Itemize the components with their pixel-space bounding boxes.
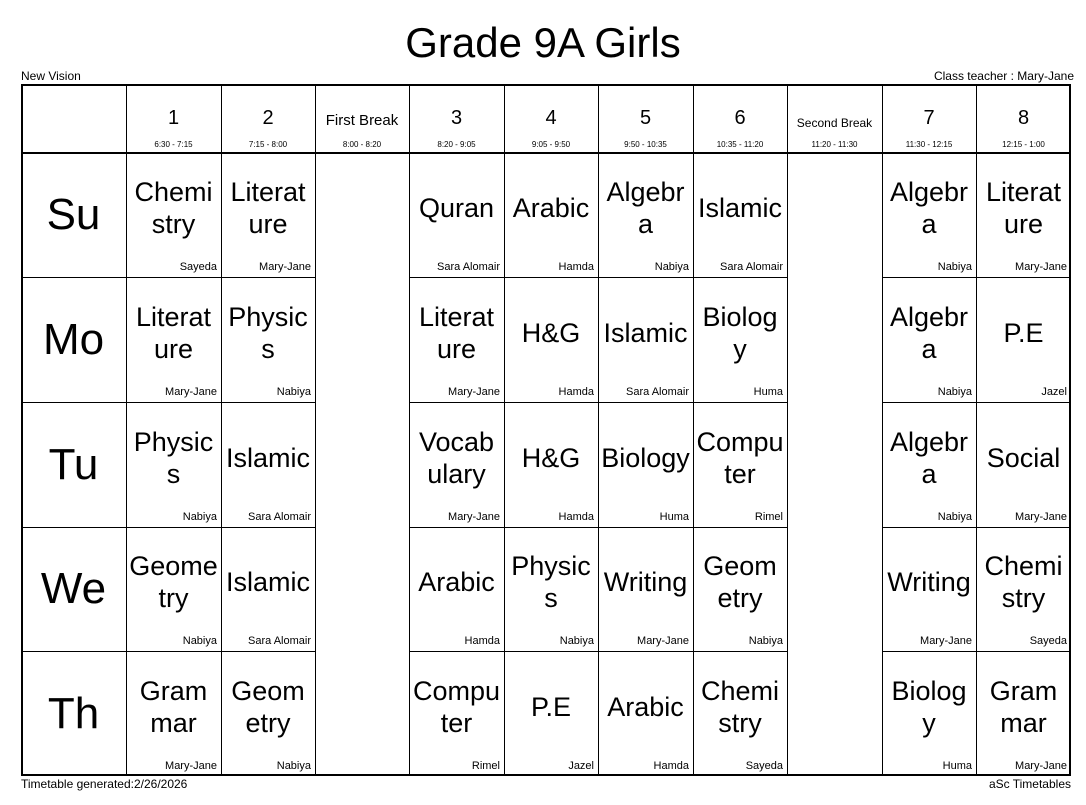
lesson-subject-text: Arabic: [512, 192, 590, 223]
period-time: 8:20 - 9:05: [437, 140, 476, 149]
lesson-cell[interactable]: [221, 402, 315, 527]
lesson-cell[interactable]: [693, 277, 787, 402]
lesson-subject: [221, 406, 315, 509]
lesson-subject: [882, 406, 976, 509]
grid-hline: [409, 402, 787, 403]
lesson-subject: [693, 406, 787, 509]
lesson-teacher: Sayeda: [1029, 635, 1067, 647]
lesson-teacher: Rimel: [754, 511, 783, 523]
lesson-cell[interactable]: [598, 277, 693, 402]
lesson-teacher: Mary-Jane: [637, 635, 689, 647]
lesson-subject: [598, 281, 693, 384]
lesson-cell[interactable]: [221, 651, 315, 776]
lesson-cell[interactable]: [598, 402, 693, 527]
lesson-subject-text: Social: [986, 442, 1061, 473]
lesson-teacher: Mary-Jane: [448, 386, 500, 398]
lesson-subject: [221, 281, 315, 384]
lesson-subject-text: Computer: [696, 426, 784, 489]
lesson-cell[interactable]: [693, 152, 787, 277]
period-header: [882, 84, 976, 152]
period-header: [315, 84, 409, 152]
lesson-subject-text: Islamic: [603, 317, 688, 348]
period-header: [221, 84, 315, 152]
lesson-cell[interactable]: [504, 152, 598, 277]
period-time: 11:20 - 11:30: [811, 140, 858, 149]
period-label: 8: [1017, 107, 1030, 129]
lesson-subject-text: Grammar: [139, 675, 208, 738]
period-label: First Break: [325, 112, 399, 129]
lesson-subject: [976, 156, 1071, 259]
lesson-subject-text: Physics: [133, 426, 214, 489]
period-header: [787, 84, 882, 152]
lesson-subject-text: Computer: [412, 675, 501, 738]
timetable-grid: [21, 84, 1071, 776]
period-time: 11:30 - 12:15: [905, 140, 953, 149]
grid-hline: [882, 402, 1071, 403]
lesson-teacher: Hamda: [558, 386, 594, 398]
period-header: [504, 84, 598, 152]
lesson-subject-text: Algebra: [889, 176, 969, 239]
lesson-subject: [693, 531, 787, 633]
lesson-subject: [126, 156, 221, 259]
lesson-cell[interactable]: [598, 651, 693, 776]
lesson-subject: [598, 406, 693, 509]
lesson-cell[interactable]: [504, 651, 598, 776]
lesson-subject-text: Islamic: [225, 567, 310, 597]
lesson-subject-text: Biology: [702, 301, 778, 364]
lesson-subject: [221, 655, 315, 758]
lesson-subject-text: Literature: [985, 176, 1062, 239]
lesson-teacher: Sayeda: [179, 261, 217, 273]
lesson-teacher: Sara Alomair: [626, 386, 689, 398]
lesson-subject-text: Literature: [418, 301, 495, 364]
lesson-subject: [409, 281, 504, 384]
lesson-teacher: Mary-Jane: [1015, 511, 1067, 523]
period-header: [693, 84, 787, 152]
lesson-subject-text: Grammar: [989, 675, 1058, 738]
grid-vline: [126, 84, 127, 776]
lesson-cell[interactable]: [882, 152, 976, 277]
period-label: 4: [545, 107, 557, 129]
lesson-subject: [976, 406, 1071, 509]
grid-hline: [21, 527, 315, 528]
lesson-subject: [598, 156, 693, 259]
lesson-subject-text: Chemistry: [700, 675, 780, 738]
grid-vline: [787, 84, 788, 776]
grid-hline: [882, 277, 1071, 278]
lesson-cell[interactable]: [126, 402, 221, 527]
period-label: 6: [734, 107, 746, 129]
grid-hline: [21, 402, 315, 403]
grid-vline: [315, 84, 316, 776]
period-time: 9:50 - 10:35: [624, 140, 667, 149]
lesson-subject-text: Algebra: [889, 301, 969, 364]
grid-vline: [504, 84, 505, 776]
lesson-teacher: Huma: [753, 386, 783, 398]
lesson-cell[interactable]: [126, 277, 221, 402]
lesson-teacher: Mary-Jane: [920, 635, 972, 647]
grid-hline: [409, 651, 787, 652]
lesson-teacher: Mary-Jane: [1015, 760, 1067, 772]
lesson-subject-text: Literature: [135, 301, 212, 364]
lesson-teacher: Hamda: [558, 261, 594, 273]
lesson-teacher: Mary-Jane: [165, 760, 217, 772]
lesson-subject: [882, 655, 976, 758]
lesson-subject: [976, 655, 1071, 758]
lesson-subject: [693, 281, 787, 384]
lesson-subject-text: Writing: [603, 567, 688, 597]
lesson-teacher: Jazel: [1041, 386, 1067, 398]
lesson-subject: [693, 156, 787, 259]
period-time: 9:05 - 9:50: [531, 140, 571, 149]
lesson-cell[interactable]: [409, 152, 504, 277]
lesson-teacher: Nabiya: [937, 511, 972, 523]
lesson-subject-text: Physics: [228, 301, 308, 364]
lesson-teacher: Mary-Jane: [1015, 261, 1067, 273]
lesson-subject-text: Arabic: [607, 691, 684, 722]
lesson-subject: [126, 281, 221, 384]
lesson-subject-text: H&G: [521, 317, 581, 348]
period-header: [126, 84, 221, 152]
day-label: Su: [46, 189, 101, 239]
lesson-subject-text: Writing: [887, 567, 971, 597]
lesson-subject: [882, 281, 976, 384]
lesson-teacher: Jazel: [568, 760, 594, 772]
timetable-title: Grade 9A Girls: [405, 19, 681, 66]
lesson-subject: [409, 406, 504, 509]
lesson-teacher: Hamda: [558, 511, 594, 523]
lesson-subject-text: P.E: [1003, 317, 1044, 348]
lesson-teacher: Nabiya: [182, 635, 217, 647]
lesson-subject-text: Chemistry: [984, 551, 1063, 613]
lesson-subject-text: Arabic: [418, 567, 495, 597]
period-time: 7:15 - 8:00: [248, 140, 288, 149]
lesson-teacher: Sara Alomair: [248, 635, 311, 647]
period-time: 6:30 - 7:15: [154, 140, 193, 149]
lesson-cell[interactable]: [693, 402, 787, 527]
lesson-teacher: Nabiya: [182, 511, 217, 523]
period-header: [598, 84, 693, 152]
lesson-cell[interactable]: [598, 527, 693, 651]
lesson-subject: [504, 531, 598, 633]
generated-date: Timetable generated:2/26/2026: [21, 777, 188, 791]
lesson-cell[interactable]: [504, 402, 598, 527]
lesson-cell[interactable]: [126, 152, 221, 277]
grid-hline: [21, 277, 315, 278]
period-label: 2: [262, 107, 274, 129]
lesson-subject-text: Geometry: [703, 551, 777, 613]
lesson-cell[interactable]: [693, 527, 787, 651]
lesson-teacher: Nabiya: [748, 635, 783, 647]
lesson-teacher: Hamda: [653, 760, 689, 772]
lesson-cell[interactable]: [409, 651, 504, 776]
period-time: 8:00 - 8:20: [342, 140, 382, 149]
lesson-subject-text: Quran: [418, 192, 495, 223]
lesson-subject: [409, 156, 504, 259]
lesson-cell[interactable]: [882, 277, 976, 402]
lesson-teacher: Nabiya: [937, 261, 972, 273]
day-label: We: [40, 564, 107, 613]
lesson-cell[interactable]: [221, 277, 315, 402]
lesson-subject: [126, 655, 221, 758]
lesson-teacher: Nabiya: [559, 635, 594, 647]
lesson-teacher: Rimel: [471, 760, 500, 772]
grid-vline: [882, 84, 883, 776]
grid-hline: [409, 527, 787, 528]
day-label: Mo: [42, 314, 105, 364]
lesson-subject: [504, 406, 598, 509]
school-name: New Vision: [21, 69, 81, 83]
lesson-subject: [409, 655, 504, 758]
lesson-teacher: Nabiya: [654, 261, 689, 273]
lesson-subject-text: Chemistry: [134, 176, 213, 239]
brand-credit: aSc Timetables: [988, 777, 1071, 791]
lesson-cell[interactable]: [221, 152, 315, 277]
lesson-teacher: Mary-Jane: [259, 261, 311, 273]
lesson-cell[interactable]: [882, 527, 976, 651]
lesson-subject: [409, 531, 504, 633]
lesson-cell[interactable]: [598, 152, 693, 277]
period-label: 3: [450, 107, 463, 129]
lesson-teacher: Nabiya: [276, 386, 311, 398]
grid-hline: [409, 277, 787, 278]
grid-hline: [21, 651, 315, 652]
lesson-teacher: Sara Alomair: [437, 261, 500, 273]
lesson-cell[interactable]: [976, 651, 1071, 776]
lesson-subject: [598, 655, 693, 758]
lesson-subject-text: Physics: [511, 551, 591, 613]
lesson-cell[interactable]: [409, 402, 504, 527]
lesson-cell[interactable]: [882, 651, 976, 776]
grid-vline: [976, 84, 977, 776]
lesson-cell[interactable]: [976, 527, 1071, 651]
lesson-cell[interactable]: [976, 152, 1071, 277]
period-time: 10:35 - 11:20: [716, 140, 764, 149]
class-teacher: Class teacher : Mary-Jane: [933, 69, 1074, 83]
lesson-subject-text: Algebra: [889, 426, 969, 489]
period-label: 5: [639, 107, 652, 129]
period-header: [409, 84, 504, 152]
lesson-subject-text: Biology: [601, 442, 690, 473]
lesson-cell[interactable]: [504, 527, 598, 651]
lesson-cell[interactable]: [976, 277, 1071, 402]
lesson-subject: [693, 655, 787, 758]
lesson-teacher: Mary-Jane: [448, 511, 500, 523]
lesson-cell[interactable]: [409, 527, 504, 651]
grid-vline: [409, 84, 410, 776]
lesson-cell[interactable]: [504, 277, 598, 402]
period-label: 1: [167, 107, 180, 129]
lesson-subject-text: P.E: [530, 691, 572, 722]
lesson-subject-text: Vocabulary: [418, 426, 495, 489]
lesson-subject: [126, 406, 221, 509]
lesson-subject: [504, 281, 598, 384]
lesson-teacher: Hamda: [464, 635, 500, 647]
lesson-teacher: Sara Alomair: [720, 261, 783, 273]
lesson-cell[interactable]: [976, 402, 1071, 527]
grid-vline: [598, 84, 599, 776]
period-time: 12:15 - 1:00: [1002, 140, 1045, 149]
grid-vline: [221, 84, 222, 776]
day-label: Th: [47, 688, 100, 738]
lesson-cell[interactable]: [693, 651, 787, 776]
period-header: [976, 84, 1071, 152]
lesson-teacher: Nabiya: [937, 386, 972, 398]
lesson-subject-text: Islamic: [697, 192, 782, 223]
lesson-subject: [504, 156, 598, 259]
lesson-subject: [976, 281, 1071, 384]
lesson-subject-text: Algebra: [606, 176, 685, 239]
lesson-subject-text: Geometry: [129, 551, 218, 613]
lesson-cell[interactable]: [126, 651, 221, 776]
grid-hline: [882, 527, 1071, 528]
lesson-cell[interactable]: [882, 402, 976, 527]
lesson-subject-text: Biology: [891, 675, 967, 738]
period-label: 7: [923, 107, 935, 129]
lesson-subject: [598, 531, 693, 633]
lesson-subject: [976, 531, 1071, 633]
lesson-teacher: Sayeda: [745, 760, 783, 772]
grid-vline: [693, 84, 694, 776]
lesson-teacher: Nabiya: [276, 760, 311, 772]
lesson-teacher: Sara Alomair: [248, 511, 311, 523]
lesson-cell[interactable]: [221, 527, 315, 651]
lesson-subject-text: Literature: [230, 176, 306, 239]
lesson-subject: [882, 156, 976, 259]
lesson-teacher: Mary-Jane: [165, 386, 217, 398]
lesson-subject-text: Islamic: [225, 442, 310, 473]
lesson-subject: [126, 531, 221, 633]
lesson-subject-text: H&G: [521, 442, 581, 473]
grid-hline: [21, 152, 1071, 154]
lesson-subject: [882, 531, 976, 633]
lesson-cell[interactable]: [126, 527, 221, 651]
lesson-teacher: Huma: [942, 760, 972, 772]
period-label: Second Break: [796, 116, 873, 130]
grid-hline: [882, 651, 1071, 652]
lesson-subject: [221, 531, 315, 633]
lesson-subject: [221, 156, 315, 259]
lesson-teacher: Huma: [659, 511, 689, 523]
lesson-subject-text: Geometry: [231, 675, 305, 738]
lesson-subject: [504, 655, 598, 758]
lesson-cell[interactable]: [409, 277, 504, 402]
day-label: Tu: [48, 439, 99, 489]
